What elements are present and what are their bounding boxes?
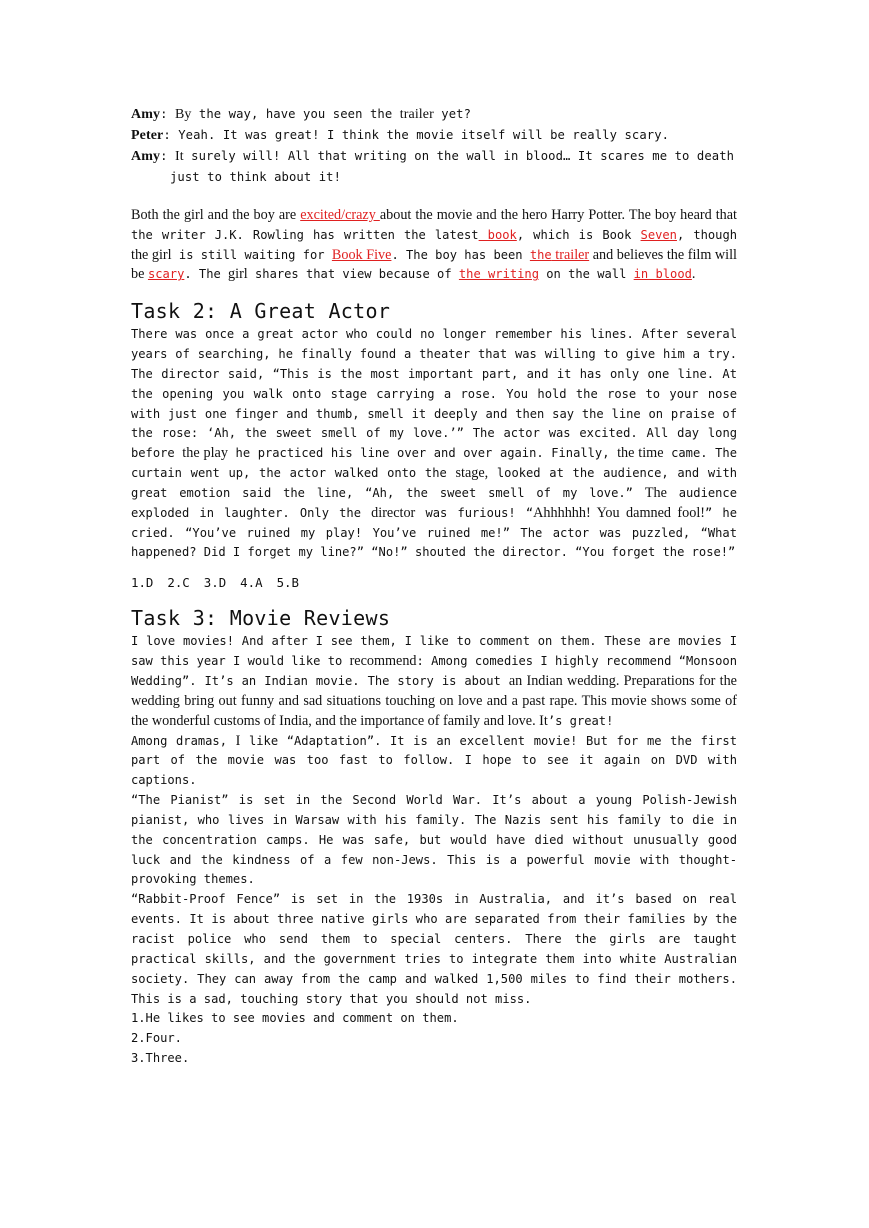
answer-item: 3.D — [203, 575, 227, 591]
answer-blank: Book Five — [331, 246, 392, 263]
dialogue — [131, 104, 737, 187]
task-2-heading: Task 2: A Great Actor — [131, 299, 391, 324]
text: about the movie and the hero Harry Potter. The boy heard that — [379, 207, 737, 223]
text: . The boy has been — [391, 247, 530, 262]
review-paragraph: “The Pianist” is set in the Second World War. It’s about a young Polish-Jewish pianist, who lives in Warsaw with his family. The Nazis sent his family to die in the concentration camps. He was safe, but would have died without unusually good luck and the kindness of a few non-Jews. This is a powerful movie with thought-provoking themes. — [131, 793, 737, 887]
answer-blank: trailer — [551, 246, 590, 263]
text: , — [676, 227, 685, 242]
text: looked at the audience, and with great emotion said the line, “Ah, the sweet smell of my love.” — [131, 466, 738, 500]
task-3-answer: 3.Three. — [131, 1051, 190, 1066]
speaker-name: Amy — [131, 149, 161, 164]
dialogue-text: It — [174, 149, 184, 164]
speaker-name: Amy — [131, 107, 161, 122]
text: is still waiting for — [171, 247, 332, 262]
text: the writer J.K. Rowling has written the latest — [131, 227, 479, 242]
dialogue-line — [131, 125, 737, 146]
task-3-heading: Task 3: Movie Reviews — [131, 606, 391, 631]
dialogue-text: trailer — [399, 107, 434, 122]
text: and believes the film will be — [131, 246, 738, 283]
answer-blank: in blood — [633, 267, 692, 282]
text: Among dramas, — [131, 733, 236, 748]
dialogue-line — [131, 146, 737, 167]
dialogue-text: Yeah. It was great! I think the movie itself will be really scary. — [178, 128, 670, 142]
text: on the wall — [539, 267, 634, 282]
answer-blank: book — [478, 227, 517, 242]
text: shares that view because of — [247, 267, 459, 282]
text: ” he cried. “You’ve ruined my play! You’ve ruined me!” The actor was puzzled, “What happened? Did I forget my line?” “No!” shouted the director. “You forget the rose!” — [131, 505, 737, 560]
review-paragraph: “Rabbit-Proof Fence” is set in the 1930s in Australia, and it’s based on real events. It is about three native girls who are separated from their families by the racist police who send them to special centers. There the girls are taught practical skills, and the government tries to integrate them into white Australian society. They can away from the camp and walked 1,500 miles to find their mothers. This is a sad, touching story that you should not miss. — [131, 892, 737, 1006]
text: came. The curtain went up, the actor walked onto the — [131, 446, 737, 481]
dialogue-continuation: just to think about it! — [170, 170, 342, 184]
text: audience exploded in laughter. Only the — [131, 485, 737, 520]
text: though — [693, 227, 738, 242]
separator: : — [160, 149, 175, 163]
text: ’s great! — [547, 713, 614, 728]
answer-blank: Seven — [640, 227, 677, 242]
task-2-story — [131, 325, 737, 563]
text: the play — [182, 445, 228, 462]
text: : Among comedies I highly recommend “Monsoon Wedding”. It’s an Indian movie. The story is about — [131, 654, 737, 688]
text: director — [371, 504, 416, 521]
dialogue-line — [131, 104, 737, 125]
answer-blank: the writing — [458, 267, 539, 282]
text: he practiced his line over and over again. Finally, — [227, 446, 618, 461]
text: stage, — [455, 465, 489, 482]
speaker-name: Peter — [131, 128, 164, 143]
answer-item: 4.A — [240, 575, 263, 591]
text: , which is Book — [516, 227, 641, 242]
separator: : — [163, 128, 179, 142]
dialogue-text: yet? — [433, 107, 472, 121]
text: Both the girl and the boy are — [131, 207, 301, 223]
text: like “Adaptation”. It is an excellent movie! But for me the first part of the movie was too fast to follow. I hope to see it again on DVD with captions. — [131, 733, 737, 788]
task-3-answer: 1.He likes to see movies and comment on them. — [131, 1011, 459, 1026]
text: I love movies! And after I see them, I like to comment on them. These are movies I saw this year I would like to — [131, 634, 737, 669]
dialogue-text: By — [174, 107, 192, 122]
summary-paragraph — [131, 206, 737, 285]
dialogue-text: surely will! All that writing on the wall in blood… It scares me to death — [183, 149, 735, 163]
separator: : — [160, 107, 175, 121]
text: Ahhhhhh! You damned fool! — [533, 504, 705, 521]
answer-blank: excited/crazy — [300, 207, 380, 223]
task-3-answer: 2.Four. — [131, 1031, 182, 1046]
answer-item: 2.C — [167, 575, 190, 591]
review-paragraph — [131, 632, 737, 731]
text: girl — [228, 266, 248, 283]
task-2-answers — [131, 573, 737, 593]
answer-blank: the — [529, 247, 552, 262]
text: I — [235, 732, 241, 749]
text: was furious! “ — [415, 505, 534, 520]
review-paragraph — [131, 732, 737, 792]
text: the time — [617, 445, 664, 462]
text: There was once a great actor who could no longer remember his lines. After several years of searching, he finally found a theater that was willing to give him a try. The director said, “This is the most important part, and it has only one line. At the opening you walk onto stage carrying a rose. You hold the rose to your nose with just one finger and thumb, smell it deeply and then say the line on praise of the rose: ‘Ah, the sweet smell of my love.’” The actor was excited. All day long before — [131, 327, 737, 461]
text: . — [691, 266, 696, 283]
text: an Indian wedding. Preparations for the wedding bring out funny and sad situations touching on love and a past rape. This movie shows some of the wonderful customs of India, and the importance of family and love. It — [131, 673, 737, 729]
document-page — [131, 104, 737, 1069]
text: . The — [184, 267, 229, 282]
answer-item: 1.D — [131, 575, 154, 591]
dialogue-text: the way, have you seen the — [191, 107, 400, 121]
answer-item: 5.B — [276, 575, 299, 591]
text: The — [644, 484, 667, 501]
text: the girl — [131, 246, 172, 263]
text: recommend — [349, 653, 417, 670]
answer-blank: scary — [147, 267, 185, 282]
